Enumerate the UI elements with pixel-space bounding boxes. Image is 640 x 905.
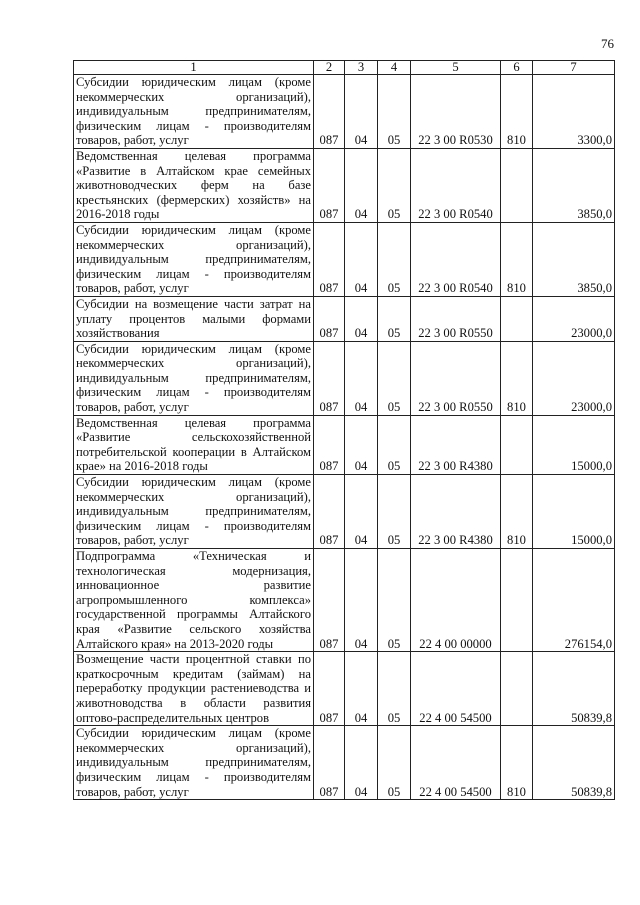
- table-row: [74, 726, 615, 800]
- table-row: [74, 222, 615, 296]
- row-ministry-code: 087: [314, 475, 345, 549]
- row-ministry-code: 087: [314, 549, 345, 652]
- row-name: Субсидии юридическим лицам (кроме некоммерческих организаций), индивидуальным предпринимателям, физическим лицам - производителям товаров, работ, услуг: [74, 475, 314, 549]
- row-expense-type: 810: [501, 726, 533, 800]
- header-col-5: 5: [411, 61, 501, 75]
- row-name: Субсидии юридическим лицам (кроме некоммерческих организаций), индивидуальным предпринимателям, физическим лицам - производителям товаров, работ, услуг: [74, 726, 314, 800]
- row-target-article: 22 4 00 54500: [411, 726, 501, 800]
- table-row: [74, 296, 615, 341]
- header-col-2: 2: [314, 61, 345, 75]
- row-subsection: 05: [378, 296, 411, 341]
- row-amount: 3850,0: [533, 222, 615, 296]
- table-row: [74, 148, 615, 222]
- row-subsection: 05: [378, 652, 411, 726]
- header-col-3: 3: [345, 61, 378, 75]
- row-target-article: 22 3 00 R0550: [411, 341, 501, 415]
- row-amount: 15000,0: [533, 475, 615, 549]
- table-row: [74, 475, 615, 549]
- table-row: [74, 75, 615, 149]
- row-target-article: 22 3 00 R0540: [411, 148, 501, 222]
- row-amount: 50839,8: [533, 726, 615, 800]
- header-col-7: 7: [533, 61, 615, 75]
- row-subsection: 05: [378, 475, 411, 549]
- row-name: Субсидии юридическим лицам (кроме некоммерческих организаций), индивидуальным предпринимателям, физическим лицам - производителям товаров, работ, услуг: [74, 222, 314, 296]
- row-section: 04: [345, 296, 378, 341]
- row-name: Субсидии на возмещение части затрат на уплату процентов малыми формами хозяйствования: [74, 296, 314, 341]
- row-ministry-code: 087: [314, 296, 345, 341]
- row-expense-type: 810: [501, 341, 533, 415]
- row-expense-type: [501, 415, 533, 474]
- table-row: [74, 341, 615, 415]
- row-expense-type: 810: [501, 75, 533, 149]
- row-subsection: 05: [378, 148, 411, 222]
- row-amount: 15000,0: [533, 415, 615, 474]
- table-row: [74, 652, 615, 726]
- row-ministry-code: 087: [314, 726, 345, 800]
- table-row: [74, 549, 615, 652]
- header-row: [74, 61, 615, 75]
- row-name: Ведомственная целевая программа «Развитие в Алтайском крае семейных животноводческих ферм на базе крестьянских (фермерских) хозяйств» на 2016-2018 годы: [74, 148, 314, 222]
- row-amount: 23000,0: [533, 296, 615, 341]
- row-target-article: 22 3 00 R0530: [411, 75, 501, 149]
- row-subsection: 05: [378, 549, 411, 652]
- row-ministry-code: 087: [314, 75, 345, 149]
- row-name: Субсидии юридическим лицам (кроме некоммерческих организаций), индивидуальным предпринимателям, физическим лицам - производителям товаров, работ, услуг: [74, 75, 314, 149]
- row-amount: 276154,0: [533, 549, 615, 652]
- page-number: 76: [601, 36, 614, 51]
- budget-table: [73, 60, 615, 800]
- row-target-article: 22 3 00 R4380: [411, 415, 501, 474]
- table-header: [74, 61, 615, 75]
- row-target-article: 22 3 00 R0540: [411, 222, 501, 296]
- row-section: 04: [345, 148, 378, 222]
- row-expense-type: 810: [501, 222, 533, 296]
- row-amount: 23000,0: [533, 341, 615, 415]
- row-subsection: 05: [378, 726, 411, 800]
- row-section: 04: [345, 652, 378, 726]
- row-section: 04: [345, 222, 378, 296]
- row-amount: 3850,0: [533, 148, 615, 222]
- header-col-4: 4: [378, 61, 411, 75]
- row-target-article: 22 3 00 R0550: [411, 296, 501, 341]
- row-subsection: 05: [378, 415, 411, 474]
- row-target-article: 22 4 00 54500: [411, 652, 501, 726]
- table-body: [74, 75, 615, 800]
- row-ministry-code: 087: [314, 415, 345, 474]
- header-col-6: 6: [501, 61, 533, 75]
- row-ministry-code: 087: [314, 222, 345, 296]
- row-section: 04: [345, 75, 378, 149]
- row-expense-type: 810: [501, 475, 533, 549]
- row-ministry-code: 087: [314, 652, 345, 726]
- row-section: 04: [345, 341, 378, 415]
- row-section: 04: [345, 415, 378, 474]
- row-subsection: 05: [378, 222, 411, 296]
- row-section: 04: [345, 726, 378, 800]
- table-row: [74, 415, 615, 474]
- row-name: Субсидии юридическим лицам (кроме некоммерческих организаций), индивидуальным предпринимателям, физическим лицам - производителям товаров, работ, услуг: [74, 341, 314, 415]
- row-name: Ведомственная целевая программа «Развитие сельскохозяйственной потребительской кооперации в Алтайском крае» на 2016-2018 годы: [74, 415, 314, 474]
- row-ministry-code: 087: [314, 148, 345, 222]
- row-subsection: 05: [378, 341, 411, 415]
- row-section: 04: [345, 475, 378, 549]
- row-expense-type: [501, 549, 533, 652]
- row-target-article: 22 3 00 R4380: [411, 475, 501, 549]
- row-name: Подпрограмма «Техническая и технологическая модернизация, инновационное развитие агропромышленного комплекса» государственной программы Алтайского края «Развитие сельского хозяйства Алтайского края» на 2013-2020 годы: [74, 549, 314, 652]
- row-expense-type: [501, 148, 533, 222]
- row-name: Возмещение части процентной ставки по краткосрочным кредитам (займам) на переработку продукции растениеводства и животноводства в области развития оптово-распределительных центров: [74, 652, 314, 726]
- row-expense-type: [501, 296, 533, 341]
- row-amount: 3300,0: [533, 75, 615, 149]
- row-subsection: 05: [378, 75, 411, 149]
- row-target-article: 22 4 00 00000: [411, 549, 501, 652]
- header-col-1: 1: [74, 61, 314, 75]
- row-section: 04: [345, 549, 378, 652]
- row-ministry-code: 087: [314, 341, 345, 415]
- row-amount: 50839,8: [533, 652, 615, 726]
- row-expense-type: [501, 652, 533, 726]
